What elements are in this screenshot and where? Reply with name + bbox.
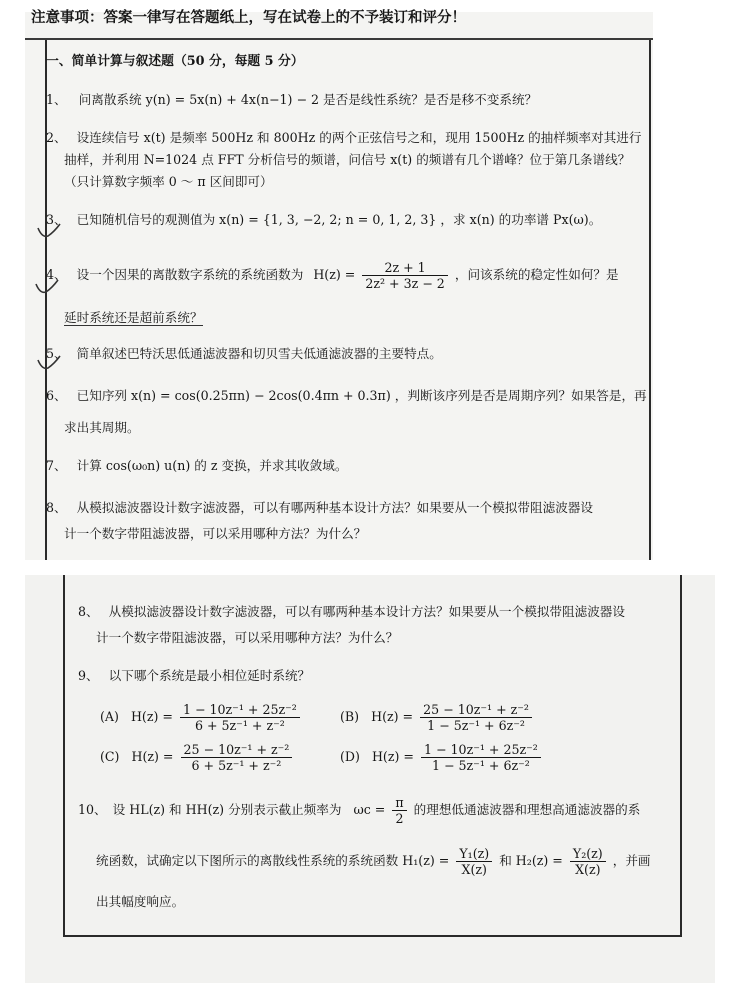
right-margin-rule (649, 40, 651, 560)
option-a: (A) H(z) = $\frac{\text{1 − 10z⁻¹ + 25z⁻²}}{\text{6 + 5z⁻¹ + z⁻²}}$ (100, 702, 303, 733)
formula: y(n) = 5x(n) + 4x(n−1) − 2 (145, 92, 320, 107)
option-fraction: $\frac{\text{1 − 10z⁻¹ + 25z⁻²}}{\text{6 + 5z⁻¹ + z⁻²}}$ (180, 702, 300, 733)
question-number: 7、 (46, 458, 67, 473)
question-number: 10、 (78, 802, 107, 817)
question-number: 5、 (46, 346, 67, 361)
formula: x(n) = {1, 3, −2, 2; n = 0, 1, 2, 3} (219, 212, 437, 227)
question-4-line-2: 延时系统还是超前系统？ (64, 310, 203, 325)
question-8-repeat-line-1: 8、 从模拟滤波器设计数字滤波器，可以有哪两种基本设计方法？如果要从一个模拟带阻滤波器设 (78, 604, 625, 619)
question-2-line-3: （只计算数字频率 0 ～ π 区间即可） (64, 174, 273, 189)
h1-fraction: $\frac{\text{Y₁(z)}}{X(z)}$ (456, 846, 492, 877)
option-fraction: $\frac{\text{1 − 10z⁻¹ + 25z⁻²}}{\text{1 − 5z⁻¹ + 6z⁻²}}$ (421, 742, 541, 773)
bottom-rule (63, 935, 682, 937)
question-9: 9、 以下哪个系统是最小相位延时系统？ (78, 668, 311, 683)
question-6-line-2: 求出其周期。 (64, 420, 140, 435)
cutoff-fraction: $\frac{\pi}{2}$ (392, 795, 406, 826)
question-7: 7、 计算 cos(ω₀n) u(n) 的 z 变换，并求其收敛域。 (46, 458, 348, 473)
top-rule (25, 38, 653, 40)
option-fraction: $\frac{\text{25 − 10z⁻¹ + z⁻²}}{\text{1 − 5z⁻¹ + 6z⁻²}}$ (420, 702, 532, 733)
question-8-repeat-line-2: 计一个数字带阻滤波器，可以采用哪种方法？为什么？ (96, 630, 399, 645)
question-6: 6、 已知序列 x(n) = cos(0.25πn) − 2cos(0.4πn + 0.3π) ，判断该序列是否是周期序列？如果答是，再 (46, 388, 647, 403)
option-fraction: $\frac{\text{25 − 10z⁻¹ + z⁻²}}{\text{6 + 5z⁻¹ + z⁻²}}$ (181, 742, 293, 773)
question-number: 8、 (46, 500, 67, 515)
question-10-line-1: 10、 设 HL(z) 和 HH(z) 分别表示截止频率为 ωc = $\frac{\pi}{2}$ 的理想低通滤波器和理想高通滤波器的系 (78, 795, 641, 826)
h2-fraction: $\frac{\text{Y₂(z)}}{X(z)}$ (570, 846, 606, 877)
question-10-line-2: 统函数，试确定以下图所示的离散线性系统的系统函数 H₁(z) = $\frac{\text{Y₁(z)}}{X(z)}$ 和 H₂(z) = $\frac{\text{Y₂(z)}}{X(z)}$ ，并画 (96, 846, 651, 877)
question-8-line-1: 8、 从模拟滤波器设计数字滤波器，可以有哪两种基本设计方法？如果要从一个模拟带阻滤波器设 (46, 500, 593, 515)
question-number: 1、 (46, 92, 67, 107)
option-d: (D) H(z) = $\frac{\text{1 − 10z⁻¹ + 25z⁻²}}{\text{1 − 5z⁻¹ + 6z⁻²}}$ (340, 742, 544, 773)
question-number: 6、 (46, 388, 67, 403)
option-c: (C) H(z) = $\frac{\text{25 − 10z⁻¹ + z⁻²}}{\text{6 + 5z⁻¹ + z⁻²}}$ (100, 742, 295, 773)
question-3: 3、 已知随机信号的观测值为 x(n) = {1, 3, −2, 2; n = 0, 1, 2, 3} ，求 x(n) 的功率谱 Px(ω)。 (46, 212, 602, 227)
question-number: 2、 (46, 130, 67, 145)
option-b: (B) H(z) = $\frac{\text{25 − 10z⁻¹ + z⁻²}}{\text{1 − 5z⁻¹ + 6z⁻²}}$ (340, 702, 535, 733)
checkmark-icon (34, 276, 60, 298)
question-10-line-3: 出其幅度响应。 (96, 894, 185, 909)
checkmark-icon (36, 352, 62, 374)
question-2-line-2: 抽样，并利用 N=1024 点 FFT 分析信号的频谱，问信号 x(t) 的频谱有几个谱峰？位于第几条谱线？ (64, 152, 631, 167)
question-2-line-1: 2、 设连续信号 x(t) 是频率 500Hz 和 800Hz 的两个正弦信号之和，现用 1500Hz 的抽样频率对其进行 (46, 130, 642, 145)
question-number: 8、 (78, 604, 99, 619)
question-4: 4、 设一个因果的离散数字系统的系统函数为 H(z) = $\frac{2z + 1}{\text{2z² + 3z − 2}}$ ，问该系统的稳定性如何？是 (46, 260, 619, 291)
question-5: 5、 简单叙述巴特沃思低通滤波器和切贝雪夫低通滤波器的主要特点。 (46, 346, 442, 361)
transfer-function-fraction: $\frac{2z + 1}{\text{2z² + 3z − 2}}$ (362, 260, 447, 291)
checkmark-icon (36, 220, 62, 242)
formula: cos(ω₀n) u(n) (105, 458, 191, 473)
left-margin-rule (45, 40, 47, 560)
right-margin-rule (680, 575, 682, 937)
left-margin-rule (63, 575, 65, 937)
formula: x(n) = cos(0.25πn) − 2cos(0.4πn + 0.3π) (131, 388, 391, 403)
question-number: 9、 (78, 668, 99, 683)
question-8-line-2: 计一个数字带阻滤波器，可以采用哪种方法？为什么？ (64, 526, 367, 541)
question-number: 4、 (46, 267, 67, 282)
section-title: 一、简单计算与叙述题（50 分，每题 5 分） (46, 54, 304, 69)
question-1: 1、 问离散系统 y(n) = 5x(n) + 4x(n−1) − 2 是否是线性系统？是否是移不变系统？ (46, 92, 538, 107)
question-number: 3、 (46, 212, 67, 227)
notice-text: 注意事项：答案一律写在答题纸上，写在试卷上的不予装订和评分！ (31, 9, 466, 26)
